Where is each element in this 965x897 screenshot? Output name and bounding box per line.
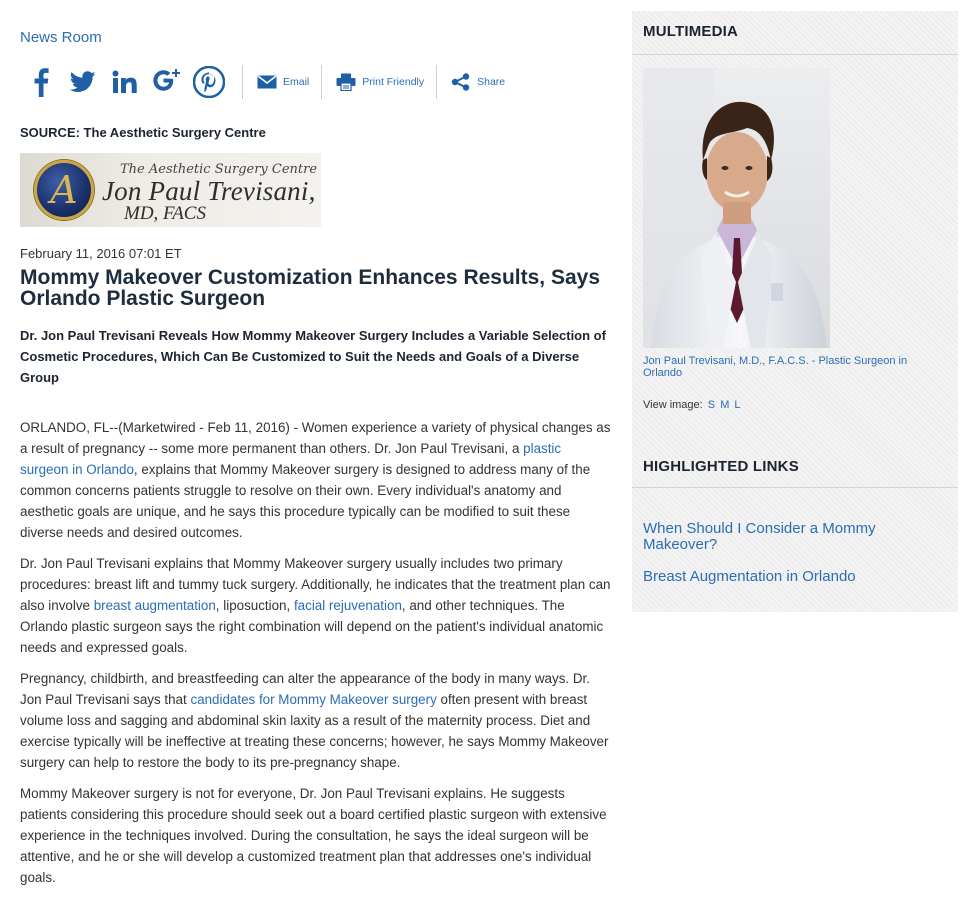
paragraph-1 — [20, 417, 612, 543]
breast-augmentation-link[interactable]: breast augmentation — [93, 598, 216, 613]
highlighted-link-mommy-makeover[interactable]: When Should I Consider a Mommy Makeover? — [643, 520, 876, 553]
logo-monogram: A — [50, 168, 78, 212]
paragraph-text: often present with breast volume loss and sagging and abdominal skin laxity as a result of the maternity process. Diet and exercise typically will be ineffective at treating these concerns; however, he says Mommy Makeover surgery can help to restore the body to its pre-pregnancy shape. — [20, 692, 609, 770]
paragraph-3 — [20, 668, 612, 773]
logo-seal-icon — [34, 160, 94, 220]
sidebar — [632, 11, 958, 612]
paragraph-text: Dr. Jon Paul Trevisani explains that Mommy Makeover surgery usually includes two primary procedures: breast lift and tummy tuck surgery. Additionally, he indicates that the treatment plan can also involve — [20, 556, 611, 613]
publish-date: February 11, 2016 07:01 ET — [20, 246, 182, 261]
paragraph-2 — [20, 553, 612, 658]
view-image-row — [643, 399, 741, 411]
paragraph-text: , explains that Mommy Makeover surgery is designed to address many of the common concerns patients struggle to resolve on their own. Every individual's anatomy and aesthetic goals are unique, and he says this procedure typically can be modified to suit these diverse needs and desired outcomes. — [20, 462, 591, 540]
divider — [632, 54, 958, 55]
news-room-link[interactable]: News Room — [20, 29, 102, 46]
divider — [632, 487, 958, 488]
print-friendly-button[interactable] — [336, 73, 424, 91]
facebook-icon[interactable] — [20, 64, 62, 100]
photo-caption[interactable]: Jon Paul Trevisani, M.D., F.A.C.S. - Plastic Surgeon in Orlando — [643, 355, 908, 379]
mommy-makeover-candidates-link[interactable]: candidates for Mommy Makeover surgery — [190, 692, 437, 707]
image-size-s-link[interactable]: S — [707, 399, 716, 411]
print-friendly-label: Print Friendly — [362, 76, 425, 88]
highlighted-link-breast-augmentation[interactable]: Breast Augmentation in Orlando — [643, 568, 856, 585]
plastic-surgeon-orlando-link[interactable]: plastic surgeon in Orlando — [20, 441, 562, 477]
highlighted-links-heading: HIGHLIGHTED LINKS — [643, 458, 799, 475]
paragraph-text: Pregnancy, childbirth, and breastfeeding can alter the appearance of the body in many ways. Dr. Jon Paul Trevisani says that — [20, 671, 590, 707]
toolbar-divider — [242, 65, 243, 99]
logo-line-3: MD, FACS — [124, 203, 206, 224]
linkedin-icon[interactable] — [104, 64, 146, 100]
article-body — [20, 417, 612, 897]
facial-rejuvenation-link[interactable]: facial rejuvenation — [293, 598, 402, 613]
logo-line-1: The Aesthetic Surgery Centre — [120, 162, 318, 177]
toolbar-divider — [436, 65, 437, 99]
share-button[interactable] — [451, 73, 505, 91]
pinterest-icon[interactable] — [188, 64, 230, 100]
view-image-label: View image: — [643, 399, 703, 411]
toolbar-divider — [321, 65, 322, 99]
email-button[interactable] — [257, 75, 309, 89]
article-source: SOURCE: The Aesthetic Surgery Centre — [20, 125, 266, 140]
image-size-m-link[interactable]: M — [720, 399, 730, 411]
google-plus-icon[interactable] — [146, 64, 188, 100]
paragraph-text: , liposuction, — [215, 598, 294, 613]
twitter-icon[interactable] — [62, 64, 104, 100]
envelope-icon — [257, 75, 277, 89]
multimedia-heading: MULTIMEDIA — [643, 23, 739, 40]
paragraph-text: , and other techniques. The Orlando plastic surgeon says the right combination will depend on the patient's individual anatomic needs and expressed goals. — [20, 598, 604, 655]
share-label: Share — [477, 76, 506, 88]
company-logo — [20, 153, 321, 227]
article-subhead: Dr. Jon Paul Trevisani Reveals How Mommy Makeover Surgery Includes a Variable Selection of Cosmetic Procedures, Which Can Be Customized to Suit the Needs and Goals of a Diverse Group — [20, 328, 606, 385]
share-toolbar — [20, 64, 505, 100]
paragraph-4: Mommy Makeover surgery is not for everyone, Dr. Jon Paul Trevisani explains. He suggests patients considering this procedure should seek out a board certified plastic surgeon with extensive experience in the techniques involved. During the consultation, he says the ideal surgeon will be attentive, and he or she will develop a customized treatment plan that addresses one's individual goals. — [20, 786, 607, 885]
article-title: Mommy Makeover Customization Enhances Results, Says Orlando Plastic Surgeon — [20, 266, 601, 310]
email-label: Email — [283, 76, 310, 88]
surgeon-photo[interactable] — [643, 68, 830, 348]
share-icon — [451, 73, 471, 91]
logo-line-2: Jon Paul Trevisani, — [102, 176, 316, 206]
image-size-l-link[interactable]: L — [734, 399, 741, 411]
paragraph-text: ORLANDO, FL--(Marketwired - Feb 11, 2016) - Women experience a variety of physical changes as a result of pregnancy -- some more permanent than others. Dr. Jon Paul Trevisani, a — [20, 420, 611, 456]
printer-icon — [336, 73, 356, 91]
